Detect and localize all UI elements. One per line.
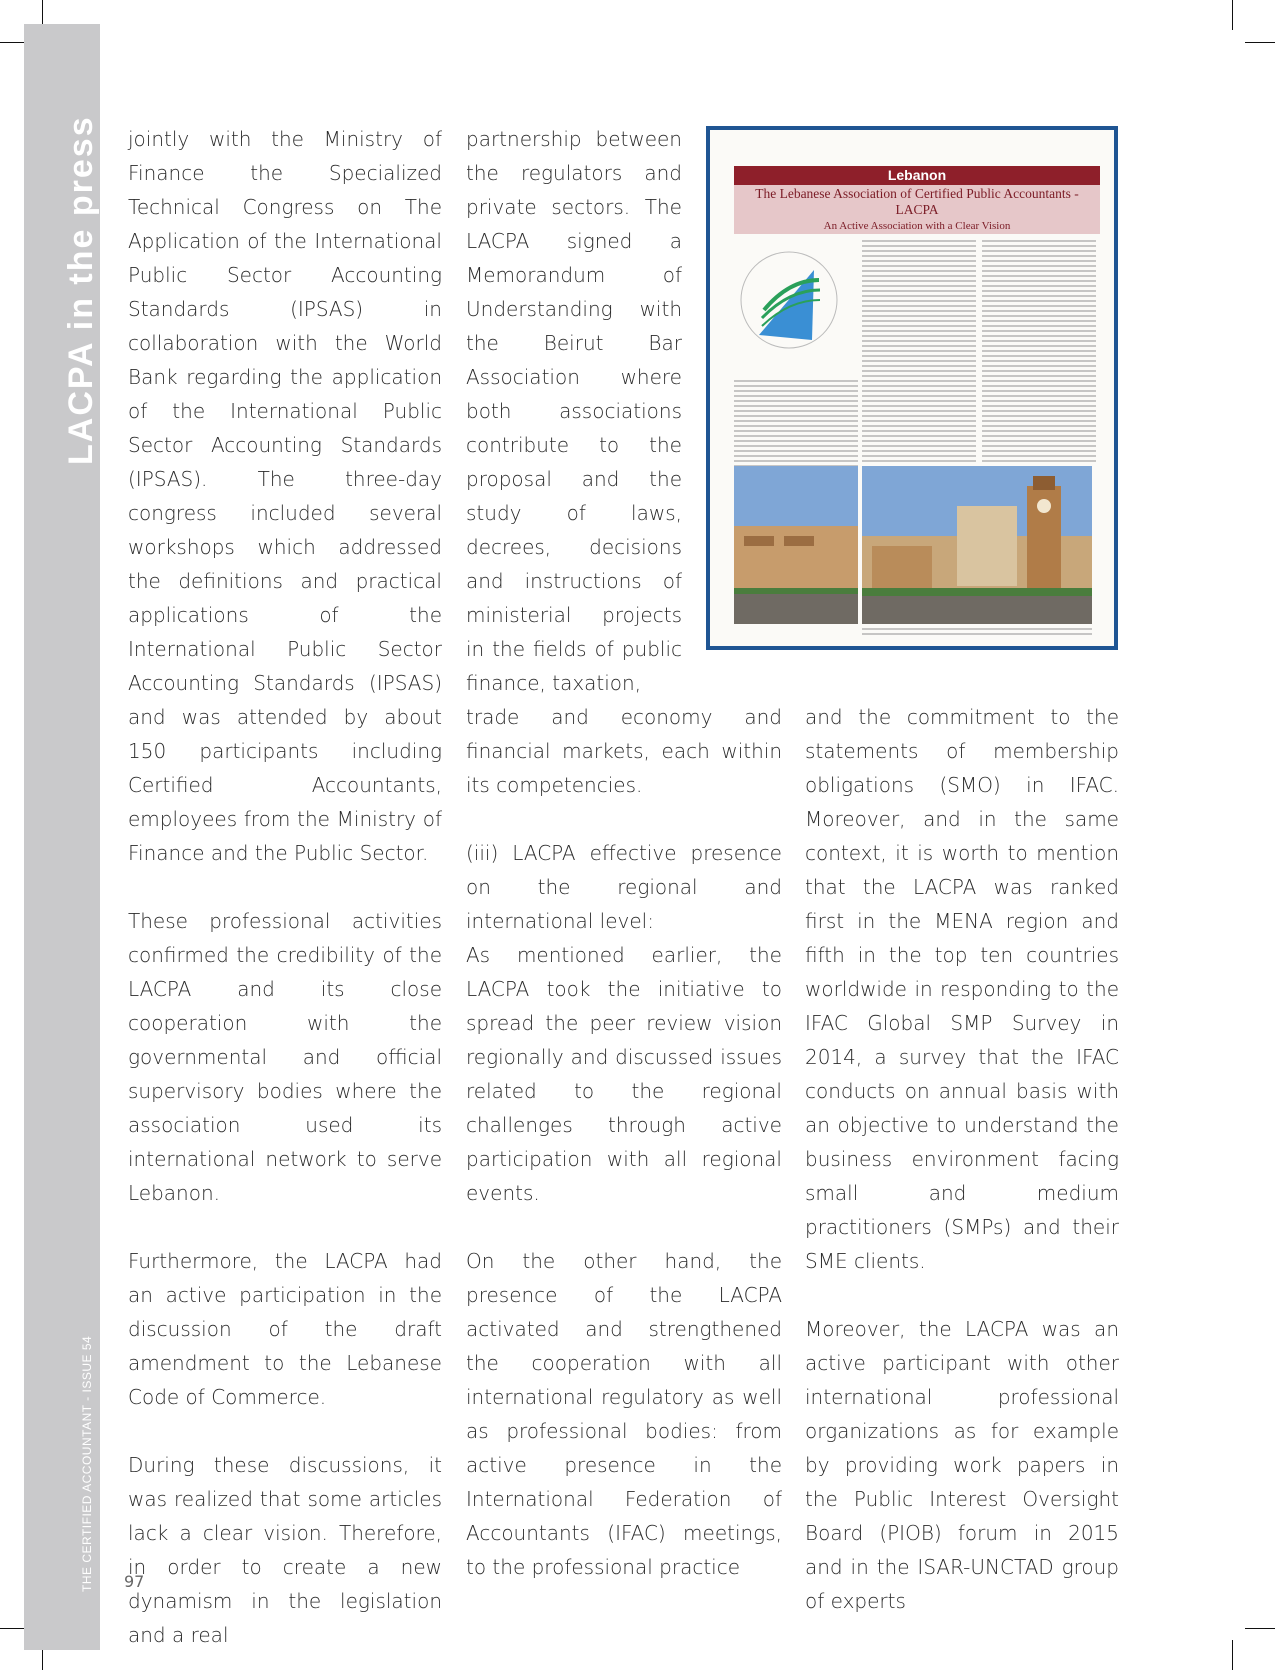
article-column-2-bottom bbox=[466, 700, 782, 1584]
crop-mark bbox=[1245, 1628, 1275, 1629]
paragraph: On the other hand, the presence of the LACPA activated and strengthened the cooperation with all international regulatory as well as professional bodies: from active presence in the International Federation of Accountants (IFAC) meetings, to the professional practice bbox=[466, 1249, 782, 1579]
clipping-body-text bbox=[862, 240, 976, 462]
section-title: LACPA in the press bbox=[62, 115, 100, 465]
paragraph: trade and economy and financial markets, each within its competencies. bbox=[466, 705, 782, 797]
clipping-header bbox=[734, 166, 1100, 234]
paragraph: Moreover, the LACPA was an active participant with other international professional organizations as for example by providing work papers in the Public Interest Oversight Board (PIOB) forum in 2015 and in the ISAR-UNCTAD group of experts bbox=[805, 1317, 1119, 1613]
paragraph: and the commitment to the statements of membership obligations (SMO) in IFAC. Moreover, and in the same context, it is worth to mention that the LACPA was ranked first in the MENA region and fifth in the top ten countries worldwide in responding to the IFAC Global SMP Survey in 2014, a survey that the IFAC conducts on annual basis with an objective to understand the business environment facing small and medium practitioners (SMPs) and their SME clients. bbox=[805, 705, 1119, 1273]
beirut-clock-tower-photo bbox=[862, 466, 1092, 624]
paragraph: During these discussions, it was realized that some articles lack a clear vision. Therefore, in order to create a new dynamism in the legislation and a real bbox=[128, 1453, 442, 1647]
paragraph: Furthermore, the LACPA had an active participation in the discussion of the draft amendment to the Lebanese Code of Commerce. bbox=[128, 1249, 442, 1409]
paragraph: These professional activities confirmed the credibility of the LACPA and its close cooperation with the governmental and official supervisory bodies where the association used its international network to serve Lebanon. bbox=[128, 909, 442, 1205]
paragraph: As mentioned earlier, the LACPA took the initiative to spread the peer review vision regionally and discussed issues related to the regional challenges through active participation with all regional events. bbox=[466, 943, 782, 1205]
magazine-issue-label: THE CERTIFIED ACCOUNTANT - ISSUE 54 bbox=[80, 1335, 94, 1592]
article-column-2-top bbox=[466, 122, 682, 700]
beirut-buildings-photo bbox=[734, 466, 858, 624]
press-clipping-image bbox=[706, 126, 1118, 650]
clipping-body-text bbox=[982, 240, 1096, 462]
clipping-country: Lebanon bbox=[734, 166, 1100, 185]
paragraph: partnership between the regulators and private sectors. The LACPA signed a Memorandum of Understanding with the Beirut Bar Association where both associations contribute to the proposal and the study of laws, decrees, decisions and instructions of ministerial projects in the fields of public finance, taxation, bbox=[466, 127, 682, 695]
lacpa-sail-logo-icon bbox=[734, 240, 844, 380]
clipping-title: The Lebanese Association of Certified Public Accountants - LACPA bbox=[755, 186, 1079, 217]
crop-mark bbox=[1232, 0, 1233, 30]
paragraph: jointly with the Ministry of Finance the Specialized Technical Congress on The Application of the International Public Sector Accounting Standards (IPSAS) in collaboration with the World Bank regarding the application of the International Public Sector Accounting Standards (IPSAS). The three-day congress included several workshops which addressed the definitions and practical applications of the International Public Sector Accounting Standards (IPSAS) and was attended by about 150 participants including Certified Accountants, employees from the Ministry of Finance and the Public Sector. bbox=[128, 127, 442, 865]
article-column-3 bbox=[805, 700, 1119, 1618]
page-number: 97 bbox=[124, 1572, 145, 1591]
article-column-1 bbox=[128, 122, 442, 1652]
crop-mark bbox=[1232, 1640, 1233, 1670]
clipping-subtitle: An Active Association with a Clear Vision bbox=[823, 220, 1011, 232]
subheading: (iii) LACPA effective presence on the regional and international level: bbox=[466, 841, 782, 933]
clipping-body-text bbox=[862, 628, 1092, 638]
crop-mark bbox=[1245, 42, 1275, 43]
